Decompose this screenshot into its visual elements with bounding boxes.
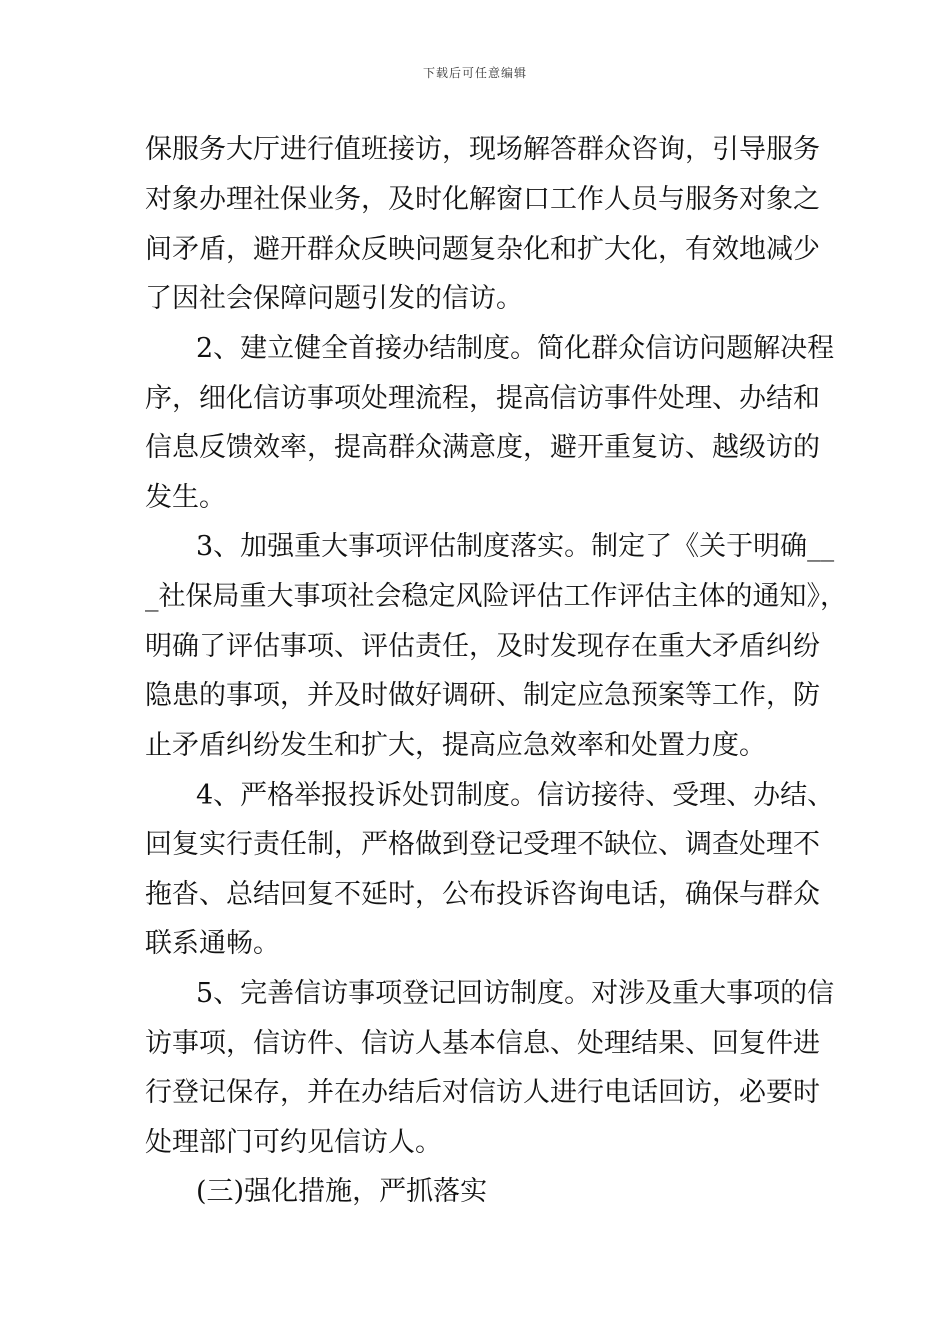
text-line: _社保局重大事项社会稳定风险评估工作评估主体的通知》， [145, 581, 847, 612]
text-line: 保服务大厅进行值班接访，现场解答群众咨询，引导服务 [145, 134, 820, 165]
text-line: 处理部门可约见信访人。 [145, 1127, 442, 1158]
paragraph-first-line: 3、加强重大事项评估制度落实。制定了《关于明确__ [196, 531, 835, 562]
text-line: 发生。 [145, 482, 226, 513]
paragraph-first-line: 5、完善信访事项登记回访制度。对涉及重大事项的信 [196, 978, 835, 1009]
paragraph-first-line: 2、建立健全首接办结制度。简化群众信访问题解决程 [196, 333, 835, 364]
text-line: 对象办理社保业务，及时化解窗口工作人员与服务对象之 [145, 184, 820, 215]
text-line: 回复实行责任制，严格做到登记受理不缺位、调查处理不 [145, 829, 820, 860]
section-heading: (三)强化措施，严抓落实 [196, 1176, 488, 1207]
text-line: 止矛盾纠纷发生和扩大，提高应急效率和处置力度。 [145, 730, 766, 761]
text-line: 信息反馈效率，提高群众满意度，避开重复访、越级访的 [145, 432, 820, 463]
text-line: 隐患的事项，并及时做好调研、制定应急预案等工作，防 [145, 680, 820, 711]
text-line: 行登记保存，并在办结后对信访人进行电话回访，必要时 [145, 1077, 820, 1108]
paragraph-first-line: 4、严格举报投诉处罚制度。信访接待、受理、办结、 [196, 780, 835, 811]
text-line: 明确了评估事项、评估责任，及时发现存在重大矛盾纠纷 [145, 631, 820, 662]
text-line: 了因社会保障问题引发的信访。 [145, 283, 523, 314]
text-line: 联系通畅。 [145, 928, 280, 959]
text-line: 序，细化信访事项处理流程，提高信访事件处理、办结和 [145, 383, 820, 414]
text-line: 拖沓、总结回复不延时，公布投诉咨询电话，确保与群众 [145, 879, 820, 910]
text-line: 访事项，信访件、信访人基本信息、处理结果、回复件进 [145, 1028, 820, 1059]
page-header: 下载后可任意编辑 [422, 66, 527, 80]
text-line: 间矛盾，避开群众反映问题复杂化和扩大化，有效地减少 [145, 234, 820, 265]
